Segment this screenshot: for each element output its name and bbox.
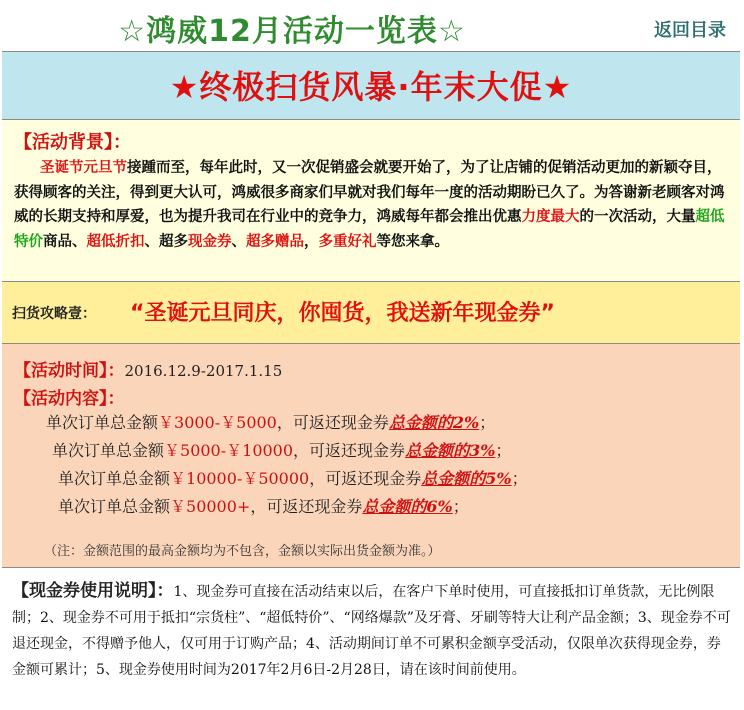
- tier-mid: ，可返还现金券: [293, 441, 406, 460]
- paragraph-text: ，: [304, 232, 319, 250]
- star-right-icon: ☆: [437, 14, 466, 49]
- paragraph-text: 、超多: [144, 232, 188, 250]
- activity-section: [2, 344, 740, 568]
- background-title: 【活动背景】：: [14, 132, 131, 153]
- tier-prefix: 单次订单总金额: [58, 497, 171, 516]
- tier-amount: ￥3000-￥5000: [158, 413, 277, 432]
- highlight-low-price: 超低特价: [14, 208, 725, 250]
- star-left-icon: ☆: [118, 14, 147, 49]
- tier-mid: ，可返还现金券: [309, 469, 422, 488]
- paragraph-text: 接踵而至，每年此时，又一次促销盛会就要开始了，为了让店铺的促销活动更加的新颖夺目，获得顾客的关注，得到更大认可，鸿威很多商家们早就对我们每年一度的活动期盼已久了。为答谢新老顾客对鸿威的长期支持和厚爱，也为提升我司在行业中的竞争力，鸿威每年都会推出优惠: [14, 159, 725, 225]
- banner-title: ★终极扫货风暴·年末大促★: [169, 68, 573, 106]
- coupon-usage-body: 1、现金券可直接在活动结束以后，在客户下单时使用，可直接抵扣订单货款，无比例限制；2、现金券不可用于抵扣“宗货柱”、“超低特价”、“网络爆款”及牙膏、牙刷等特大让利产品金额；3、现金券不可退还现金，不得赠予他人，仅可用于订购产品；4、活动期间订单不可累积金额享受活动，仅限单次获得现金券，券金额可累计；5、现金券使用时间为2017年2月6日-2月28日，请在该时间前使用。: [12, 584, 731, 678]
- highlight-rewards: 多重好礼: [318, 232, 377, 250]
- tier-percent: 总金额的6%: [362, 497, 453, 516]
- tier-mid: ，可返还现金券: [250, 497, 363, 516]
- page-title: [2, 6, 582, 50]
- tier-suffix: ；: [511, 469, 528, 488]
- strategy-slogan: “圣诞元旦同庆，你囤货，我送新年现金券”: [130, 301, 555, 326]
- coupon-usage-label: 【现金券使用说明】：: [12, 581, 174, 601]
- tier-amount: ￥10000-￥50000: [170, 469, 310, 488]
- coupon-usage-text: [12, 578, 732, 683]
- activity-time-label: 【活动时间】：: [14, 361, 125, 381]
- promo-banner: [2, 52, 740, 120]
- title-text: 鸿威12月活动一览表: [146, 14, 438, 49]
- activity-time-value: 2016.12.9-2017.1.15: [124, 362, 283, 380]
- tier-suffix: ；: [495, 441, 512, 460]
- return-to-index-link[interactable]: 返回目录: [654, 20, 726, 41]
- strategy-label: 扫货攻略壹：: [12, 306, 96, 322]
- highlight-holidays: 圣诞节元旦节: [40, 159, 127, 176]
- paragraph-text: 商品、: [43, 232, 87, 250]
- tier-suffix: ；: [479, 413, 496, 432]
- tier-row: [46, 410, 495, 433]
- tier-percent: 总金额的5%: [421, 469, 512, 488]
- highlight-strongest: 力度最大: [521, 208, 580, 225]
- tier-prefix: 单次订单总金额: [52, 441, 165, 460]
- highlight-gifts: 超多赠品: [246, 232, 304, 250]
- header: [2, 2, 740, 52]
- tier-prefix: 单次订单总金额: [46, 413, 159, 432]
- tier-amount: ￥5000-￥10000: [164, 441, 294, 460]
- strategy-section: [2, 282, 740, 344]
- paragraph-text: 的一次活动，大量: [579, 208, 696, 225]
- paragraph-text: 等您来拿。: [376, 232, 449, 250]
- tier-row: [58, 494, 469, 517]
- tier-percent: 总金额的3%: [405, 441, 496, 460]
- tier-row: [58, 466, 528, 489]
- paragraph-text: 、: [231, 232, 246, 250]
- highlight-discount: 超低折扣: [86, 232, 145, 250]
- tier-mid: ，可返还现金券: [276, 413, 389, 432]
- tier-row: [52, 438, 511, 461]
- coupon-usage-section: [2, 568, 740, 706]
- tier-amount: ￥50000+: [170, 497, 251, 516]
- highlight-coupons: 现金券: [188, 232, 232, 250]
- tier-percent: 总金额的2%: [388, 413, 480, 432]
- tier-suffix: ；: [452, 497, 469, 516]
- activity-time: [14, 356, 282, 381]
- tier-prefix: 单次订单总金额: [58, 469, 171, 488]
- activity-content-label: 【活动内容】：: [14, 389, 125, 409]
- background-paragraph: [14, 156, 732, 254]
- activity-note: （注：金额范围的最高金额均为不包含，金额以实际出货金额为准。）: [44, 544, 441, 559]
- background-section: [2, 120, 740, 282]
